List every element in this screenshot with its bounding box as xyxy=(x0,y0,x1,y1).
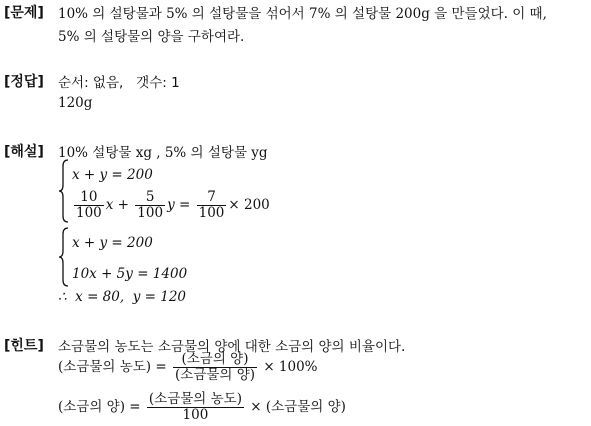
fraction-numerator: 5 xyxy=(135,190,165,206)
salt-amount-formula xyxy=(58,392,346,423)
problem-label: [문제] xyxy=(4,5,44,21)
formula-lhs: (소금물의 농도) = xyxy=(58,359,167,375)
system-brace-2 xyxy=(58,226,70,288)
problem-text-line2: 5% 의 설탕물의 양을 구하여라. xyxy=(58,29,245,45)
formula-rhs: × (소금물의 양) xyxy=(250,399,346,415)
answer-label: [정답] xyxy=(4,74,44,90)
hint-label: [힌트] xyxy=(4,338,44,354)
system2-equation2: 10x + 5y = 1400 xyxy=(72,266,188,282)
fraction-denominator: 100 xyxy=(137,205,164,221)
fraction-numerator: (소금물의 농도) xyxy=(148,391,242,407)
fraction-denominator: 100 xyxy=(182,407,209,423)
variable-y: y = xyxy=(167,197,191,213)
formula-rhs: × 100% xyxy=(263,359,318,375)
answer-value: 120g xyxy=(58,95,93,111)
solution-conclusion: ∴ x = 80, y = 120 xyxy=(58,289,187,305)
problem-text-line1: 10% 의 설탕물과 5% 의 설탕물을 섞어서 7% 의 설탕물 200g 을 만들었다. 이 때, xyxy=(58,6,547,22)
answer-order-count: 순서: 없음, 갯수: 1 xyxy=(58,75,180,91)
fraction-denominator: (소금물의 양) xyxy=(174,367,256,383)
fraction-numerator: 10 xyxy=(74,190,104,206)
variable-x: x + xyxy=(105,197,129,213)
hint-text: 소금물의 농도는 소금물의 양에 대한 소금의 양의 비율이다. xyxy=(58,339,406,355)
fraction-denominator: 100 xyxy=(198,205,225,221)
system-brace-1 xyxy=(58,158,70,224)
system1-equation2 xyxy=(72,190,270,221)
fraction-denominator: 100 xyxy=(76,205,102,221)
solution-intro: 10% 설탕물 xg , 5% 의 설탕물 yg xyxy=(58,145,268,161)
fraction-numerator: 7 xyxy=(197,190,227,206)
formula-lhs: (소금의 양) = xyxy=(58,399,141,415)
system1-equation1: x + y = 200 xyxy=(72,167,153,183)
fraction-numerator: (소금의 양) xyxy=(173,352,257,368)
times-200: × 200 xyxy=(228,197,270,213)
concentration-formula xyxy=(58,352,318,383)
solution-label: [해설] xyxy=(4,144,44,160)
system2-equation1: x + y = 200 xyxy=(72,235,153,251)
